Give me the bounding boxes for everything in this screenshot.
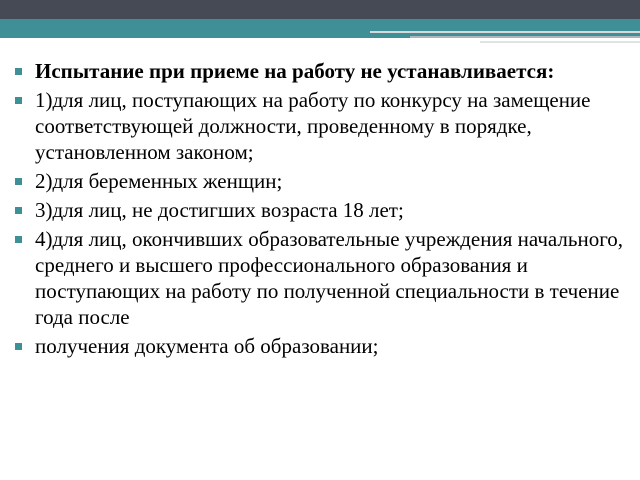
header-band-dark xyxy=(0,0,640,19)
bullet-text: Испытание при приеме на работу не устанавливается: xyxy=(35,59,555,83)
bullet-item-heading xyxy=(13,58,628,84)
accent-line xyxy=(410,36,640,38)
square-bullet-icon xyxy=(15,97,22,104)
square-bullet-icon xyxy=(15,207,22,214)
bullet-item-1 xyxy=(13,87,628,165)
bullet-item-5 xyxy=(13,333,628,359)
bullet-item-2 xyxy=(13,168,628,194)
bullet-text: 3)для лиц, не достигших возраста 18 лет; xyxy=(35,198,404,222)
square-bullet-icon xyxy=(15,236,22,243)
slide-content xyxy=(13,58,628,362)
bullet-text: 4)для лиц, окончивших образовательные учреждения начального, среднего и высшего профессионального образования и поступающих на работу по полученной специальности в течение года после xyxy=(35,227,624,329)
bullet-item-4 xyxy=(13,226,628,330)
accent-line xyxy=(370,31,640,33)
square-bullet-icon xyxy=(15,68,22,75)
bullet-text: получения документа об образовании; xyxy=(35,334,379,358)
accent-line xyxy=(480,41,640,43)
bullet-item-3 xyxy=(13,197,628,223)
bullet-text: 1)для лиц, поступающих на работу по конкурсу на замещение соответствующей должности, проведенному в порядке, установленном законом; xyxy=(35,88,591,164)
bullet-text: 2)для беременных женщин; xyxy=(35,169,283,193)
header-accent-lines xyxy=(370,31,640,44)
square-bullet-icon xyxy=(15,343,22,350)
square-bullet-icon xyxy=(15,178,22,185)
bullet-list xyxy=(13,58,628,359)
